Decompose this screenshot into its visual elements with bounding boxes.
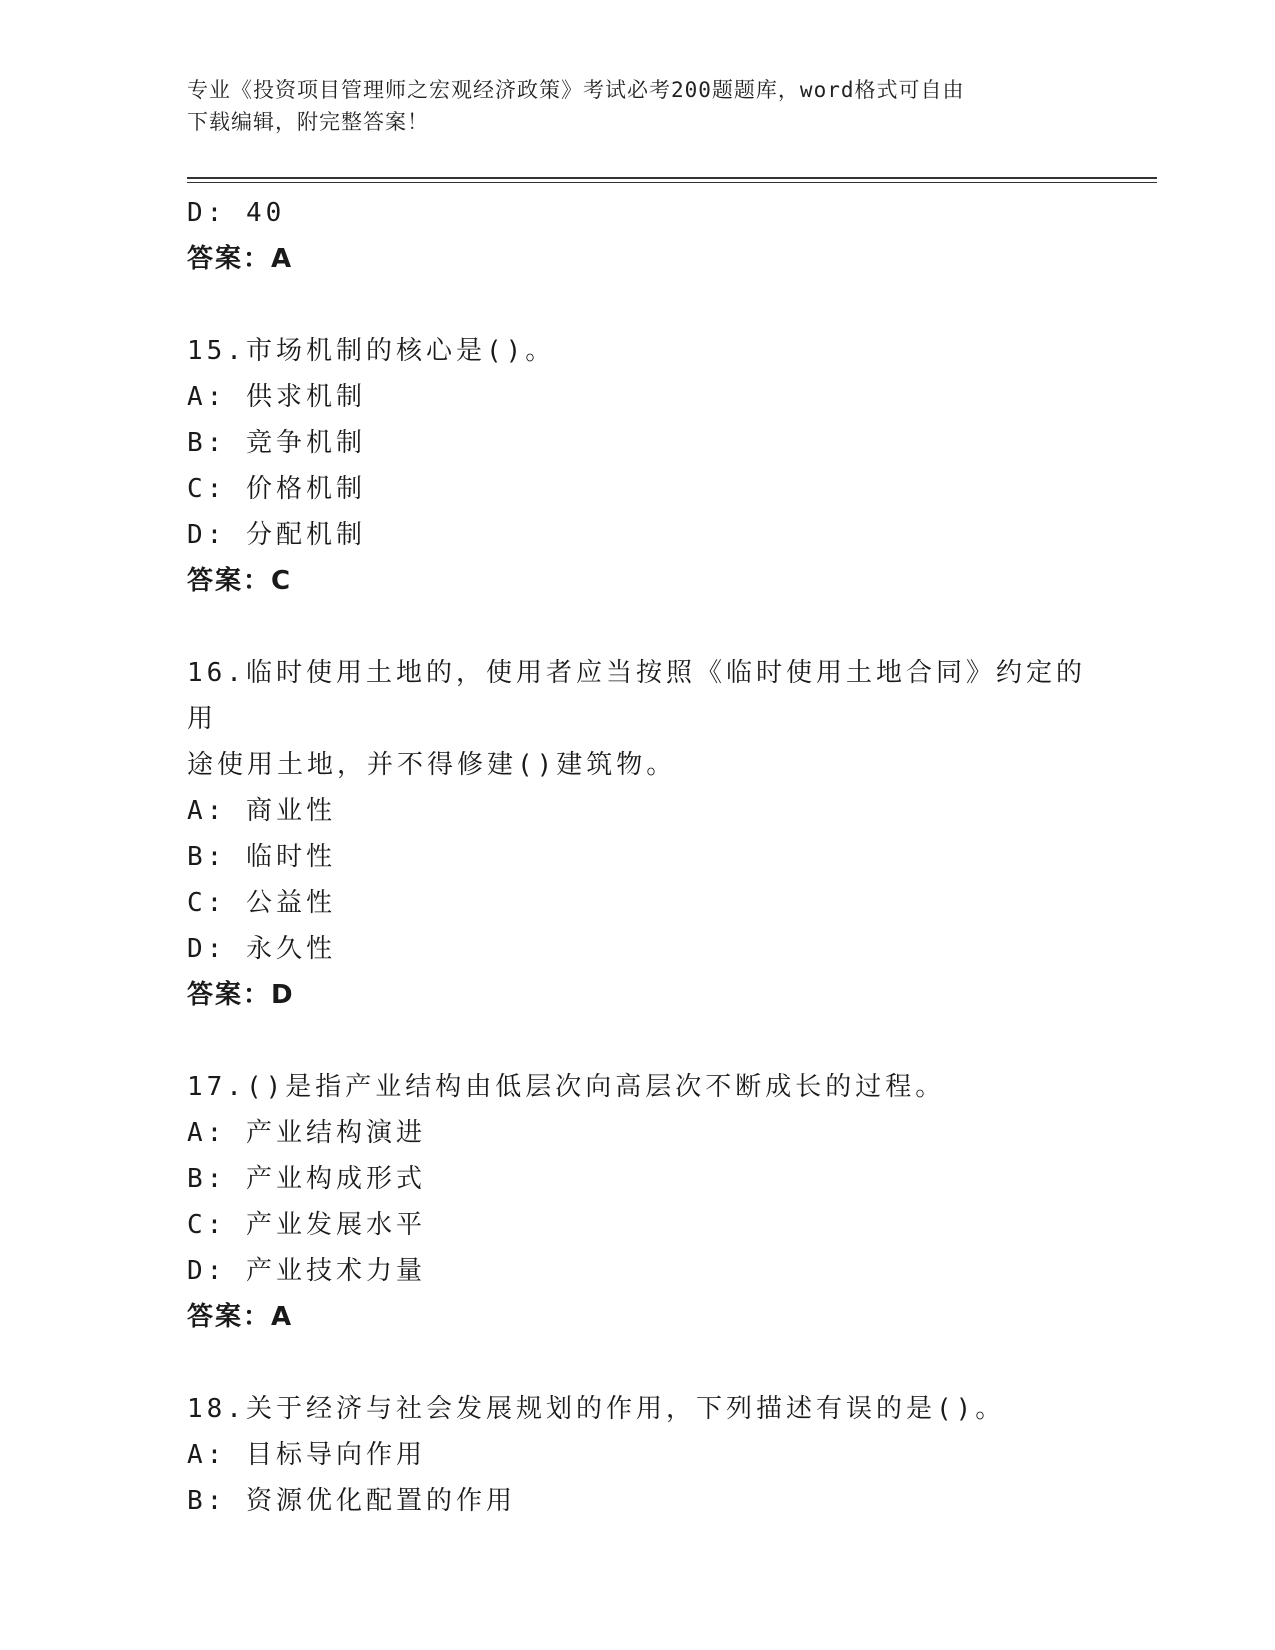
option-b: B: 竞争机制: [187, 428, 366, 458]
option-a: A: 目标导向作用: [187, 1440, 426, 1470]
option-b: B: 资源优化配置的作用: [187, 1486, 516, 1516]
header-line-1: 专业《投资项目管理师之宏观经济政策》考试必考200题题库，word格式可自由: [187, 78, 965, 102]
question-15: [187, 328, 1147, 604]
header-rule-thin: [187, 182, 1157, 183]
option-d: D: 分配机制: [187, 520, 366, 550]
question-16: [187, 650, 1147, 1018]
option-a: A: 供求机制: [187, 382, 366, 412]
question-18: [187, 1386, 1147, 1524]
header-rule-thick: [187, 177, 1157, 179]
question-text-line-1: 16.临时使用土地的，使用者应当按照《临时使用土地合同》约定的用: [187, 658, 1086, 734]
option-c: C: 公益性: [187, 888, 336, 918]
spacer: [187, 282, 1147, 328]
spacer: [187, 604, 1147, 650]
answer: 答案：D: [187, 980, 295, 1010]
option-b: B: 临时性: [187, 842, 336, 872]
question-17: [187, 1064, 1147, 1340]
question-text: 17.()是指产业结构由低层次向高层次不断成长的过程。: [187, 1072, 946, 1102]
header-line-2: 下载编辑，附完整答案！: [187, 110, 429, 134]
question-text-line-2: 途使用土地，并不得修建()建筑物。: [187, 750, 677, 780]
option-d: D: 永久性: [187, 934, 336, 964]
answer: 答案：C: [187, 566, 293, 596]
option-a: A: 产业结构演进: [187, 1118, 426, 1148]
prev-option-d: D: 40: [187, 198, 286, 228]
question-content: [187, 190, 1147, 1524]
question-text: 18.关于经济与社会发展规划的作用，下列描述有误的是()。: [187, 1394, 1006, 1424]
option-b: B: 产业构成形式: [187, 1164, 426, 1194]
option-a: A: 商业性: [187, 796, 336, 826]
document-header: [187, 74, 1087, 138]
option-c: C: 产业发展水平: [187, 1210, 426, 1240]
option-c: C: 价格机制: [187, 474, 366, 504]
answer: 答案：A: [187, 1302, 294, 1332]
option-d: D: 产业技术力量: [187, 1256, 426, 1286]
question-text: 15.市场机制的核心是()。: [187, 336, 556, 366]
spacer: [187, 1018, 1147, 1064]
prev-answer: 答案：A: [187, 244, 294, 274]
spacer: [187, 1340, 1147, 1386]
